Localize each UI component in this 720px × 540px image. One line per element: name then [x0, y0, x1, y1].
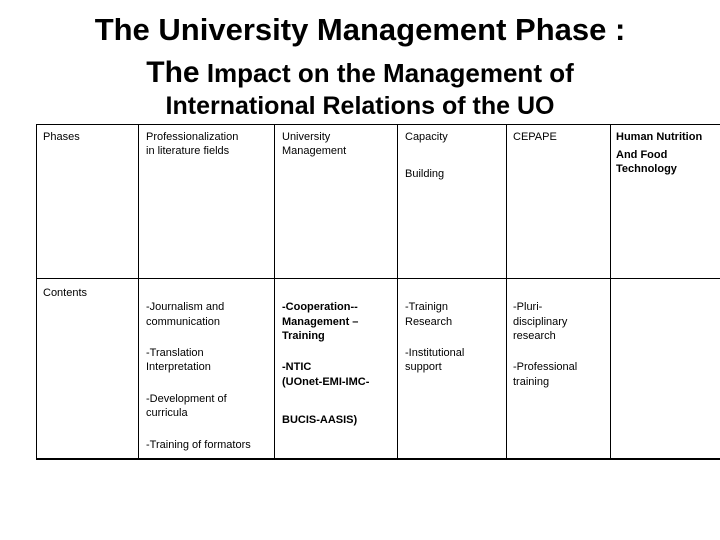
header-cell-phases: Phases — [43, 131, 80, 143]
page-title-line-2 — [0, 56, 720, 90]
header-cell-professionalization: Professionalization in literature fields — [146, 131, 239, 158]
table-column-divider — [610, 124, 611, 460]
header-cell-human-nutrition-cont: And Food Technology — [616, 149, 677, 176]
title-line-2-lead: The — [146, 56, 200, 89]
list-item: -Training of formators — [146, 438, 251, 451]
list-item: -NTIC (UOnet-EMI-IMC- — [282, 361, 370, 388]
row-label-contents: Contents — [43, 287, 88, 299]
cell-cepape-contents — [513, 286, 577, 406]
list-item: -Trainign Research — [405, 301, 453, 328]
table-column-divider — [506, 124, 507, 460]
header-cell-university-management: University Management — [282, 131, 347, 158]
table-column-divider — [138, 124, 139, 460]
table-left-border — [36, 124, 37, 460]
title-line-2-rest: Impact on the Management of — [199, 58, 574, 88]
list-item: -Cooperation-- Management – Training — [282, 301, 359, 342]
header-cell-capacity: Capacity — [405, 131, 448, 143]
list-item: -Development of curricula — [146, 393, 227, 420]
list-item: BUCIS-AASIS) — [282, 414, 358, 427]
header-cell-cepape: CEPAPE — [513, 131, 557, 143]
list-item: -Translation Interpretation — [146, 347, 211, 374]
page-title-line-3: International Relations of the UO — [165, 92, 555, 120]
list-item: -Journalism and communication — [146, 301, 225, 328]
list-item: -Pluri- disciplinary research — [513, 301, 568, 342]
list-item: -Institutional support — [405, 347, 465, 374]
list-item: -Professional training — [513, 361, 578, 388]
cell-professionalization-contents — [146, 286, 251, 470]
table-column-divider — [397, 124, 398, 460]
header-cell-human-nutrition: Human Nutrition — [616, 131, 703, 143]
page-title-line-1: The University Management Phase : — [94, 12, 626, 47]
cell-capacity-contents — [405, 286, 464, 392]
table-column-divider — [274, 124, 275, 460]
header-cell-capacity-building: Building — [405, 168, 445, 180]
cell-university-management-contents — [282, 286, 369, 445]
